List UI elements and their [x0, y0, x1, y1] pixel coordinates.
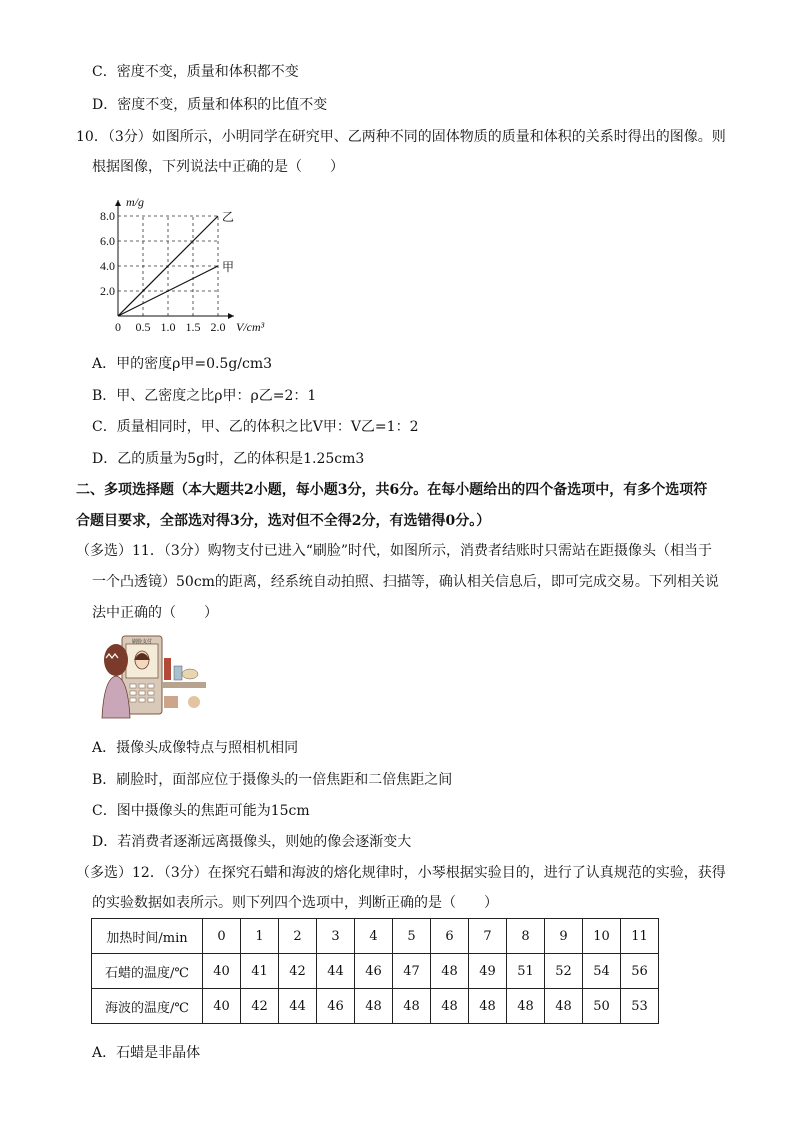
table-cell: 8: [507, 919, 545, 954]
table-cell: 48: [469, 989, 507, 1024]
y-tick-label: 8.0: [100, 209, 115, 223]
face-pay-illustration: [98, 630, 208, 722]
table-cell: 5: [393, 919, 431, 954]
series-label: 乙: [222, 210, 235, 224]
table-cell: 48: [355, 989, 393, 1024]
table-cell: 11: [621, 919, 659, 954]
section2-heading-line1: 二、多项选择题（本大题共2小题，每小题3分，共6分。在每小题给出的四个备选项中，有多个选项符: [76, 482, 708, 498]
q12-option-a: A．石蜡是非晶体: [92, 1045, 201, 1061]
q12-stem-line1: （多选）12．（3分）在探究石蜡和海波的熔化规律时，小琴根据实验目的，进行了认真规范的实验，获得: [76, 865, 726, 881]
x-tick-label: 0: [115, 320, 121, 334]
q11-stem-line1: （多选）11．（3分）购物支付已进入“刷脸”时代，如图所示，消费者结账时只需站在距摄像头（相当于: [76, 543, 713, 559]
q11-option-d: D．若消费者逐渐远离摄像头，则她的像会逐渐变大: [92, 834, 412, 850]
section2-heading-line2: 合题目要求，全部选对得3分，选对但不全得2分，有选错得0分。）: [76, 513, 491, 529]
y-axis-label: m/g: [126, 195, 144, 209]
table-cell: 44: [317, 954, 355, 989]
table-cell: 1: [241, 919, 279, 954]
q11-stem-line3: 法中正确的（ ）: [92, 605, 218, 621]
table-cell: 46: [355, 954, 393, 989]
table-cell: 40: [203, 989, 241, 1024]
q11-option-c: C．图中摄像头的焦距可能为15cm: [92, 803, 310, 819]
table-cell: 42: [241, 989, 279, 1024]
table-cell: 48: [431, 989, 469, 1024]
table-cell: 52: [545, 954, 583, 989]
table-cell: 2: [279, 919, 317, 954]
table-cell: 51: [507, 954, 545, 989]
table-cell: 50: [583, 989, 621, 1024]
x-axis-arrow: [228, 313, 234, 319]
table-cell: 48: [393, 989, 431, 1024]
table-cell: 6: [431, 919, 469, 954]
table-row: [92, 919, 659, 954]
x-tick-label: 2.0: [210, 320, 226, 334]
q9-option-d: D．密度不变，质量和体积的比值不变: [92, 97, 328, 113]
q11-option-b: B．刷脸时，面部应位于摄像头的一倍焦距和二倍焦距之间: [92, 772, 453, 788]
table-cell: 0: [203, 919, 241, 954]
y-tick-label: 6.0: [100, 234, 115, 248]
table-cell: 7: [469, 919, 507, 954]
x-tick-label: 1.5: [185, 320, 201, 334]
table-cell: 47: [393, 954, 431, 989]
q10-option-c: C．质量相同时，甲、乙的体积之比V甲：V乙=1：2: [92, 419, 419, 435]
q10-stem-line1: 10．（3分）如图所示，小明同学在研究甲、乙两种不同的固体物质的质量和体积的关系时得出的图像。则: [76, 129, 726, 145]
table-cell: 42: [279, 954, 317, 989]
table-cell: 48: [507, 989, 545, 1024]
table-row: [92, 989, 659, 1024]
y-axis-arrow: [115, 200, 121, 206]
table-cell: 4: [355, 919, 393, 954]
screen-label: 刷脸支付: [131, 639, 153, 645]
table-cell: 44: [279, 989, 317, 1024]
table-cell: 56: [621, 954, 659, 989]
q10-option-d: D．乙的质量为5g时，乙的体积是1.25cm3: [92, 451, 365, 467]
y-tick-label: 4.0: [100, 259, 115, 273]
q10-option-b: B．甲、乙密度之比ρ甲：ρ乙=2：1: [92, 388, 317, 404]
table-cell: 49: [469, 954, 507, 989]
table-cell: 54: [583, 954, 621, 989]
q10-stem-line2: 根据图像，下列说法中正确的是（ ）: [92, 159, 344, 175]
q12-stem-line2: 的实验数据如表所示。则下列四个选项中，判断正确的是（ ）: [92, 895, 498, 911]
table-cell: 46: [317, 989, 355, 1024]
table-cell: 10: [583, 919, 621, 954]
table-cell: 9: [545, 919, 583, 954]
x-axis-label: V/cm³: [236, 320, 265, 334]
table-cell: 40: [203, 954, 241, 989]
mass-volume-chart: [92, 184, 292, 340]
q9-option-c: C．密度不变，质量和体积都不变: [92, 64, 299, 80]
table-row-label: 海波的温度/℃: [92, 989, 203, 1024]
mass-volume-graph: [92, 184, 292, 340]
melting-data-table: [91, 918, 659, 1024]
table-row-label: 石蜡的温度/℃: [92, 954, 203, 989]
table-cell: 48: [545, 989, 583, 1024]
q10-option-a: A．甲的密度ρ甲=0.5g/cm3: [92, 356, 273, 372]
table-cell: 3: [317, 919, 355, 954]
table-cell: 53: [621, 989, 659, 1024]
table-cell: 41: [241, 954, 279, 989]
table-row: [92, 954, 659, 989]
table-cell: 48: [431, 954, 469, 989]
table-row-label: 加热时间/min: [92, 919, 203, 954]
y-tick-label: 2.0: [100, 284, 115, 298]
series-label: 甲: [222, 260, 235, 274]
x-tick-label: 0.5: [135, 320, 151, 334]
x-tick-label: 1.0: [160, 320, 176, 334]
q11-stem-line2: 一个凸透镜）50cm的距离，经系统自动拍照、扫描等，确认相关信息后，即可完成交易。下列相关说: [92, 574, 719, 590]
q11-option-a: A．摄像头成像特点与照相机相同: [92, 740, 299, 756]
